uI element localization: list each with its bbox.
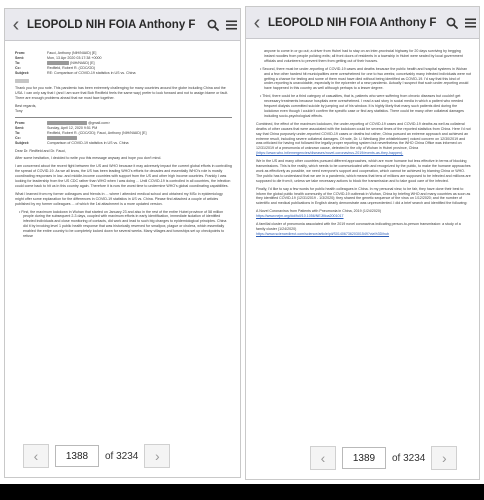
document-page-content: From: Fauci, Anthony (NIH/NIAID) [E] Sent: Mon, 13 Apr 2020 03:17:38 +0000 To: (NIH/NIAID) [E] Cc: Redfield, Robert R. (CDC/OD) Subject: RE: Comparison of COVID-19 statistics in US vs. China Thank you for you note. This pandemic has been extremely challenging for many countries around the globe including China and the USA. I can only say that I (and I am sure that Bob Redfield feels the same way) prefer to look forward and not to assign blame or fault. There are enough problems ahead that we must face together. Best regards, Tony From: @gmail.com> Sent: Sunday, April 12, 2020 9:51 PM To: Redfield, Robert R. (CDC/OD); Fauci, Anthony (NIH/NIAID) [E] Cc: Subject: Comparison of COVID-19 statistics in US vs. China Dear Dr. Redfield and Dr. Fauci, After some hesitation, I decided to write you this message anyway and hope you don't mind. I am concerned about the recent fight between the US and WHO because it may adversely impact the current global efforts in controlling the spread of COVID-19. As we all know, the US has been leading WHO's efforts for decades and essentially WHO's role is mostly coordinating responses in low- and middle-income countries with support from the US and other high income countries. Frankly I was looking for leadership from the US CDC rather than WHO when I was doing ... Until COVID-19 is controlled in all countries, the infection could come back to hit us in this country again. Therefore it is now the worst time to undermine WHO's global coordinating capabilities. What I learned from my former colleagues and friends in ... where I attended medical school and obtained my MSc in epidemiology might offer some explanation for the differences in COVID-19 statistics in US vs. China. Please find attached a couple of articles published by my former colleagues ... of which the 1st attachment is a more updated version. • First, the maximum lockdown in Wuhan that started on January 23 and also in the rest of the entire Hubei province of 58 million people during the subsequent 2-3 days, coupled with maximum efforts in early identification, immediate isolation of identified infected individuals and close monitoring of contacts, did work and lead to such big changes to epidemiological principles. China did it by invoking level 1 public health response that was historically reserved for smallpox, plague or cholera, which essentially enabled the entire country to be completely locked down for several weeks. Many villages and townships set up checkpoints to refuse (15, 51, 232, 239)
page-number-input[interactable] (342, 447, 386, 469)
prev-page-button[interactable]: ‹ (310, 446, 336, 470)
prev-page-button[interactable]: ‹ (23, 444, 49, 468)
back-chevron-icon[interactable]: ‹ (253, 11, 261, 34)
bullet-item: • Third, there could be a third category of casualties, that is, patients who were suffering from chronic diseases but couldn't get necessary treatments because hospitals were overwhelmed. I read a sad story in social media in which a patient who needed frequent dialysis committed suicide by jumping out of his window. It is highly likely that many such patients died during the lockdown even though I couldn't confirm the specific case or find any statistics. There could be many other collateral damages including socio-psychological effects. (260, 94, 464, 118)
right-toolbar (246, 7, 479, 39)
email-header-block-2: From: @gmail.com> Sent: Sunday, April 12, 2020 9:51 PM To: Redfield, Robert R. (CDC/OD); Fauci, Anthony (NIH/NIAID) [E] Cc: Subject: Comparison of COVID-19 statistics in US vs. China (15, 120, 147, 145)
redaction-block (47, 121, 87, 125)
nejm-link[interactable]: https://www.nejm.org/doi/full/10.1056/NEJMoa2001017 (256, 214, 344, 219)
page-navigator (23, 443, 170, 469)
page-navigator (310, 445, 457, 471)
menu-icon[interactable] (461, 8, 479, 38)
menu-icon[interactable] (222, 10, 240, 40)
bullet-item: • First, the maximum lockdown in Wuhan that started on January 23 and also in the rest of the entire Hubei province of 58 million people during the subsequent 2-3 days, coupled with maximum efforts in early identification, immediate isolation of identified infected individuals and close monitoring of contacts, did work and lead to such big changes to epidemiological principles. China did it by invoking level 1 public health response that was historically reserved for smallpox, plague or cholera, which essentially enabled the entire country to be completely locked down for several weeks. Many villages and townships set up checkpoints to refuse (19, 209, 227, 239)
left-document-panel (4, 8, 241, 478)
bullet-item: anyone to come in or go out; a driver from Hubei had to stay on an inter-provincial highway for 20 days surviving by begging instant noodles from people policing exits; all front doors of residents in a township in Hubei were sealed by local government officials and volunteers to prevent them from getting out of their houses. (264, 49, 463, 63)
who-link[interactable]: (https://www.who.int/emergencies/diseases/novel-coronavirus-2019/events-as-they-happen). (256, 151, 404, 156)
search-icon[interactable] (443, 8, 461, 38)
body-paragraph: We in the US and many other countries pursued different approaches, which are more humane but less effective in terms of blocking transmissions. This is the reality, which needs to be communicated with and recognized by the public, to make the humane approaches work as effectively as possible, we need everyone's support and cooperation, which cannot be achieved by blaming China or WHO. The public has to understand that we are in a pandemic, which means that tens of millions are supposed to be infected and millions are supposed to die from it, unless we take necessary actions to block the transmission and to take good care of the infected. (256, 159, 471, 183)
document-title: LEOPOLD NIH FOIA Anthony F (27, 18, 196, 31)
body-paragraph: Combined, the effect of the maximum lockdown, the under-reporting of COVID-19 cases and COVID-19 deaths as well as collateral deaths of other causes that were associated with the lockdown could be several times of the reported statistics from China. Here I'd not say that China purposely under-reported COVID-19 cases or deaths but rather, China pursued an extreme approach and achieved an extreme result, including severe collateral damages. Of note, Dr. Li Wenliang (the whistleblower) voiced concern on 12/30/2019 and was criticized for having not followed the legally proper reporting system but nevertheless the WHO China Office was informed on 12/31/2019 of a pneumonia of unknown cause, detected in the city of Wuhan in Hubei province, China (https://www.who.int/emergencies/diseases/novel-coronavirus-2019/events-as-they-happen). (256, 121, 471, 156)
document-page-content: anyone to come in or go out; a driver from Hubei had to stay on an inter-provincial highway for 20 days surviving by begging instant noodles from people policing exits; all front doors of residents in a township in Hubei were sealed by local government officials and volunteers to prevent them from getting out of their houses. • Second, there must be under-reporting of COVID-19 cases and deaths because the public health and hospital systems in Wuhan and a few other hardest hit municipalities were overwhelmed for one to two weeks; conceivably many infected individuals were not getting a chance for testing and some of them must have died without being identified as COVID-19. I'd say that this kind of under-reporting is unavoidable, especially in the epicenter of a new pandemic. Actually I suspect that such under-reporting would have happened in this country as well although perhaps to a lesser degree. • Third, there could be a third category of casualties, that is, patients who were suffering from chronic diseases but couldn't get necessary treatments because hospitals were overwhelmed. I read a sad story in social media in which a patient who needed frequent dialysis committed suicide by jumping out of his window. It is highly likely that many such patients died during the lockdown even though I couldn't confirm the specific case or find any statistics. There could be many other collateral damages including socio-psychological effects. Combined, the effect of the maximum lockdown, the under-reporting of COVID-19 cases and COVID-19 deaths as well as collateral deaths of other causes that were associated with the lockdown could be several times of the reported statistics from China. Here I'd not say that China purposely under-reported COVID-19 cases or deaths but rather, China pursued an extreme approach and achieved an extreme result, including severe collateral damages. Of note, Dr. Li Wenliang (the whistleblower) voiced concern on 12/30/2019 and was criticized for having not followed the legally proper reporting system but nevertheless the WHO China Office was informed on 12/31/2019 of a pneumonia of unknown cause, detected in the city of Wuhan in Hubei province, China (https://www.who.int/emergencies/diseases/novel-coronavirus-2019/events-as-they-happen). We in the US and many other countries pursued different approaches, which are more humane but less effective in terms of blocking transmissions. This is the reality, which needs to be communicated with and recognized by the public, to make the humane approaches work as effectively as possible, we need everyone's support and cooperation, which cannot be achieved by blaming China or WHO. The public has to understand that we are in a pandemic, which means that tens of millions are supposed to be infected and millions are supposed to die from it, unless we take necessary actions to block the transmission and to take good care of the infected. Finally, I'd like to say a few words for public health colleagues in China. In my personal view, to be fair, they have done their best to inform the global public health community of the COVID-19 outbreak in Wuhan, China by briefing WHO and many countries as soon as they identified COVID-19 (12/31/2019 - 1/3/2020); they shared the genetic sequence of the virus on 1/12/2020; and the number of scientific and medical publications in English clearly demonstrate was unprecedented. I did a brief search and identified the following: A Novel Coronavirus from Patients with Pneumonia in China, 2019 (1/24/2020) https://www.nejm.org/doi/full/10.1056/NEJMoa2001017 A familial cluster of pneumonia associated with the 2019 novel coronavirus indicating person-to-person transmission: a study of a family cluster (1/24/2020) https://www.sciencedirect.com/science/article/pii/S0140673620301549?via%3Dihub (256, 49, 471, 236)
bullet-item: • Second, there must be under-reporting of COVID-19 cases and deaths because the public health and hospital systems in Wuhan and a few other hardest hit municipalities were overwhelmed for one to two weeks; conceivably many infected individuals were not getting a chance for testing and some of them must have died without being identified as COVID-19. I'd say that this kind of under-reporting is unavoidable, especially in the epicenter of a new pandemic. Actually I suspect that such under-reporting would have happened in this country as well although perhaps to a lesser degree. (260, 66, 471, 91)
document-title: LEOPOLD NIH FOIA Anthony F (268, 16, 437, 29)
next-page-button[interactable]: › (144, 444, 170, 468)
page-number-input[interactable] (55, 445, 99, 467)
body-paragraph: Finally, I'd like to say a few words for public health colleagues in China. In my personal view, to be fair, they have done their best to inform the global public health community of the COVID-19 outbreak in Wuhan, China by briefing WHO and many countries as soon as they identified COVID-19 (12/31/2019 - 1/3/2020); they shared the genetic sequence of the virus on 1/12/2020; and the number of scientific and medical publications in English clearly demonstrate was unprecedented. I did a brief search and identified the following: (256, 186, 471, 206)
back-chevron-icon[interactable]: ‹ (12, 13, 20, 36)
right-document-panel (245, 6, 480, 480)
search-icon[interactable] (204, 10, 222, 40)
left-toolbar (5, 9, 240, 41)
redaction-block (47, 136, 77, 140)
next-page-button[interactable]: › (431, 446, 457, 470)
email-body-paragraph: Thank you for you note. This pandemic has been extremely challenging for many countries around the globe including China and the USA. I can only say that I (and I am sure that Bob Redfield feels the same way) prefer to look forward and not to assign blame or fault. There are enough problems ahead that we must face together. (15, 86, 229, 101)
page-total: of 3234 (105, 450, 139, 462)
bottom-black-bar (0, 484, 484, 500)
email-header-block: From: Fauci, Anthony (NIH/NIAID) [E] Sent: Mon, 13 Apr 2020 03:17:38 +0000 To: (NIH/NIAID) [E] Cc: Redfield, Robert R. (CDC/OD) Subject: RE: Comparison of COVID-19 statistics in US vs. China (15, 51, 136, 75)
sciencedirect-link[interactable]: https://www.sciencedirect.com/science/article/pii/S0140673620301549?via%3Dihub (256, 231, 390, 236)
redaction-block (47, 61, 69, 65)
redaction-block (15, 79, 29, 83)
page-total: of 3234 (392, 452, 426, 464)
